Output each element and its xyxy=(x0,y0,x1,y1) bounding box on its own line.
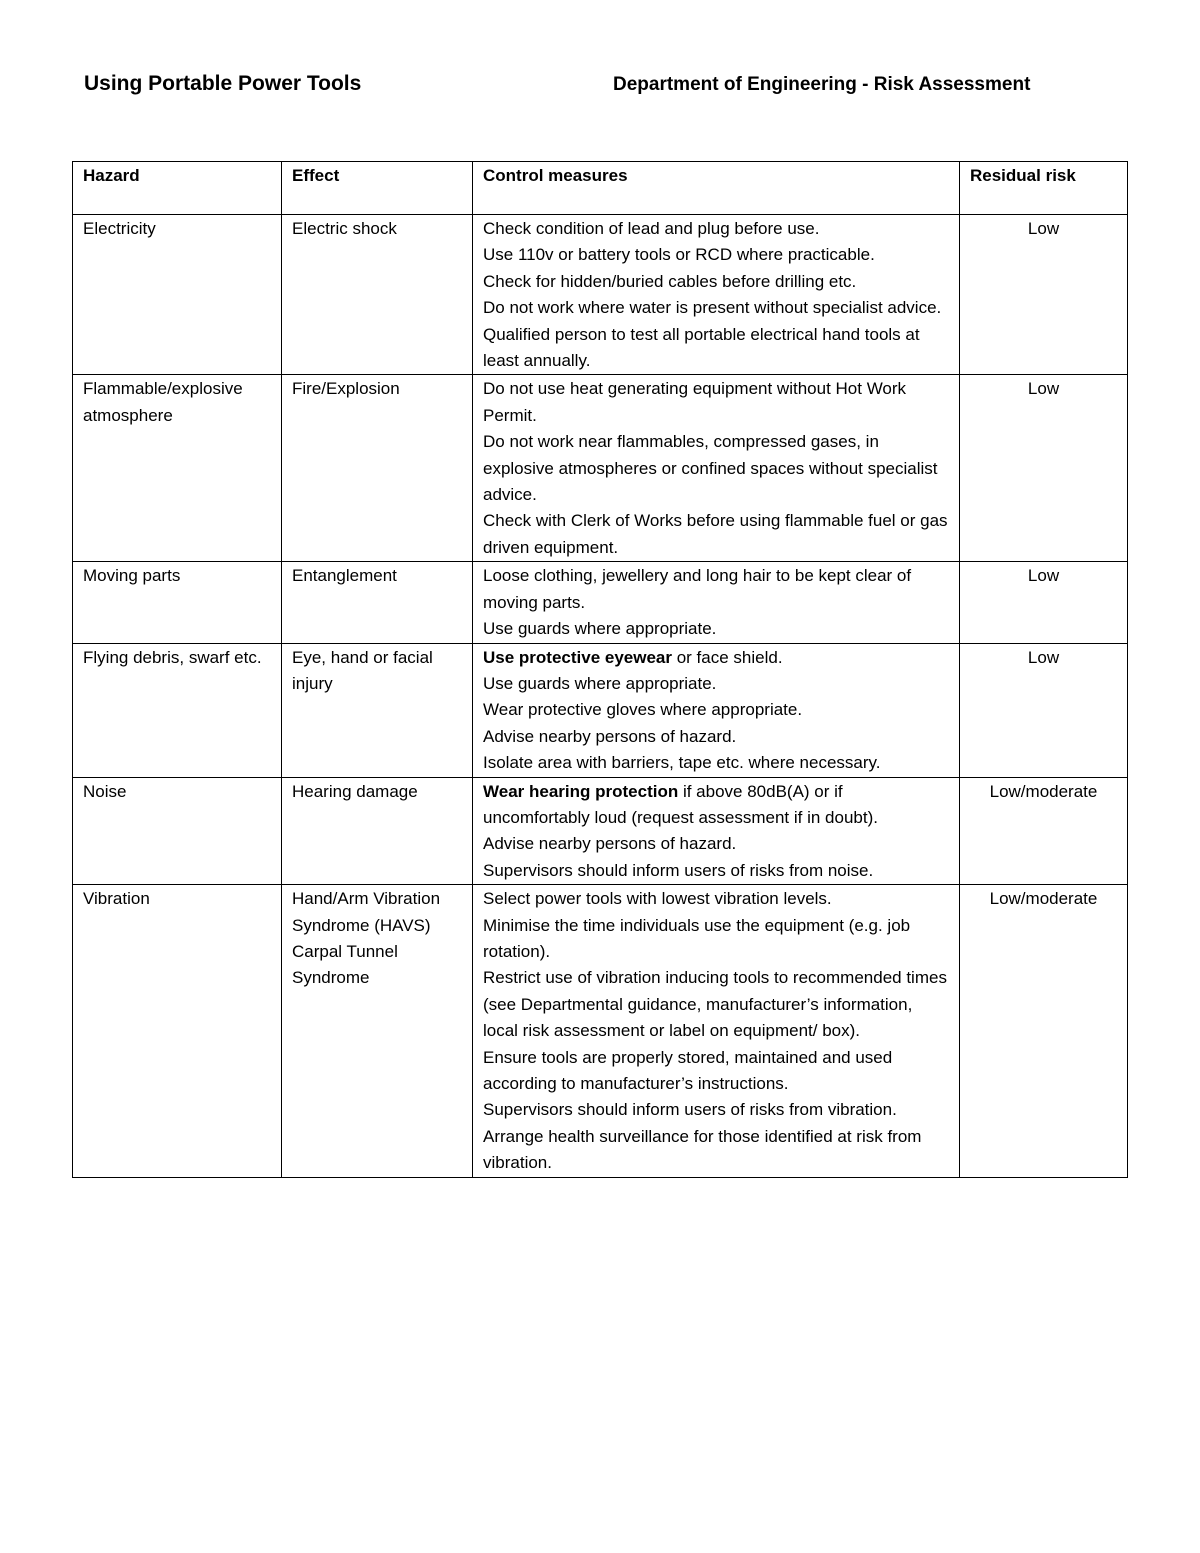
table-row xyxy=(73,643,1128,777)
control-measure xyxy=(483,750,949,776)
effect-text: Eye, hand or facial injury xyxy=(292,647,433,693)
table-header-row xyxy=(73,162,1128,215)
table-row xyxy=(73,375,1128,562)
effect-cell xyxy=(282,885,473,1177)
control-measure-text: Do not work where water is present without specialist advice. xyxy=(483,298,942,318)
table-row xyxy=(73,885,1128,1177)
control-measures-cell xyxy=(473,643,960,777)
control-measure xyxy=(483,671,949,697)
effect-text: Entanglement xyxy=(292,566,397,586)
hazard-cell xyxy=(73,375,282,562)
hazard-cell xyxy=(73,215,282,375)
control-measure xyxy=(483,724,949,750)
control-measure xyxy=(483,429,949,508)
hazard-cell xyxy=(73,885,282,1177)
control-measure xyxy=(483,831,949,857)
control-measure xyxy=(483,965,949,1044)
residual-risk-cell: Low xyxy=(960,215,1128,375)
hazard-cell xyxy=(73,777,282,885)
effect-text: Fire/Explosion xyxy=(292,379,400,399)
control-measure xyxy=(483,508,949,561)
control-measure xyxy=(483,295,949,321)
control-measures-cell xyxy=(473,777,960,885)
residual-risk-cell: Low xyxy=(960,643,1128,777)
effect-cell xyxy=(282,643,473,777)
hazard-text: Noise xyxy=(83,781,127,801)
residual-risk-cell: Low/moderate xyxy=(960,885,1128,1177)
effect-cell xyxy=(282,215,473,375)
hazard-cell xyxy=(73,562,282,643)
control-measure-text: Ensure tools are properly stored, maintained and used according to manufacturer’s instructions. xyxy=(483,1047,893,1093)
hazard-cell xyxy=(73,643,282,777)
table-row xyxy=(73,777,1128,885)
control-measure-text: Loose clothing, jewellery and long hair to be kept clear of moving parts. xyxy=(483,566,912,612)
control-measure-emphasis: Use protective eyewear xyxy=(483,647,672,667)
control-measures-cell xyxy=(473,885,960,1177)
table-row xyxy=(73,562,1128,643)
effect-cell xyxy=(282,375,473,562)
document-header xyxy=(84,72,1084,104)
control-measure xyxy=(483,645,949,671)
residual-risk-cell: Low xyxy=(960,375,1128,562)
control-measure-text: Check condition of lead and plug before use. xyxy=(483,219,820,238)
control-measure-text: Use guards where appropriate. xyxy=(483,673,717,693)
control-measure xyxy=(483,913,949,966)
effect-text: Electric shock xyxy=(292,219,397,238)
control-measures-cell xyxy=(473,562,960,643)
control-measure xyxy=(483,697,949,723)
control-measure-text: Supervisors should inform users of risks from vibration. xyxy=(483,1100,897,1120)
document-title: Using Portable Power Tools xyxy=(84,72,362,95)
effect-text: Carpal Tunnel Syndrome xyxy=(292,941,398,988)
control-measure xyxy=(483,1045,949,1098)
column-header-residual-risk: Residual risk xyxy=(960,162,1128,215)
control-measure-text: Use 110v or battery tools or RCD where practicable. xyxy=(483,245,875,265)
column-header-control-measures: Control measures xyxy=(473,162,960,215)
control-measure-text: Supervisors should inform users of risks from noise. xyxy=(483,860,874,880)
control-measure-text: Do not work near flammables, compressed gases, in explosive atmospheres or confined spaces without specialist advice. xyxy=(483,432,938,505)
residual-risk-cell: Low xyxy=(960,562,1128,643)
control-measure-text: Arrange health surveillance for those identified at risk from vibration. xyxy=(483,1126,922,1173)
control-measure xyxy=(483,216,949,242)
effect-cell xyxy=(282,777,473,885)
control-measures-cell xyxy=(473,215,960,375)
control-measure xyxy=(483,886,949,912)
table-row xyxy=(73,215,1128,375)
control-measure-text: or face shield. xyxy=(672,647,783,667)
table-body xyxy=(73,215,1128,1178)
column-header-hazard: Hazard xyxy=(73,162,282,215)
effect-text: Hearing damage xyxy=(292,781,418,801)
control-measure-text: Select power tools with lowest vibration levels. xyxy=(483,889,832,909)
control-measure-text: Advise nearby persons of hazard. xyxy=(483,834,737,854)
hazard-text: Moving parts xyxy=(83,566,181,586)
control-measure-text: Restrict use of vibration inducing tools to recommended times (see Departmental guidance, manufacturer’s information, local risk assessment or label on equipment/ box). xyxy=(483,968,947,1041)
control-measure xyxy=(483,322,949,375)
hazard-text: Electricity xyxy=(83,219,156,238)
control-measure-text: Advise nearby persons of hazard. xyxy=(483,726,737,746)
control-measure-text: if above 80dB(A) or if uncomfortably loud (request assessment if in doubt). xyxy=(483,781,878,827)
control-measure xyxy=(483,1097,949,1123)
control-measure-text: Wear protective gloves where appropriate. xyxy=(483,700,803,720)
risk-assessment-table xyxy=(72,161,1128,1178)
control-measures-cell xyxy=(473,375,960,562)
control-measure xyxy=(483,563,949,616)
department-heading: Department of Engineering - Risk Assessment xyxy=(613,74,1031,95)
hazard-text: Vibration xyxy=(83,889,150,909)
control-measure-text: Check with Clerk of Works before using flammable fuel or gas driven equipment. xyxy=(483,511,948,557)
control-measure-emphasis: Wear hearing protection xyxy=(483,781,679,801)
control-measure xyxy=(483,242,949,268)
control-measure xyxy=(483,376,949,429)
control-measure-text: Isolate area with barriers, tape etc. where necessary. xyxy=(483,753,881,773)
control-measure-text: Use guards where appropriate. xyxy=(483,619,717,639)
control-measure-text: Check for hidden/buried cables before drilling etc. xyxy=(483,271,857,291)
hazard-text: Flammable/explosive atmosphere xyxy=(83,379,243,425)
control-measure xyxy=(483,858,949,884)
residual-risk-cell: Low/moderate xyxy=(960,777,1128,885)
control-measure xyxy=(483,269,949,295)
column-header-effect: Effect xyxy=(282,162,473,215)
control-measure-text: Minimise the time individuals use the equipment (e.g. job rotation). xyxy=(483,915,911,961)
control-measure xyxy=(483,779,949,832)
control-measure xyxy=(483,1124,949,1177)
hazard-text: Flying debris, swarf etc. xyxy=(83,647,262,667)
control-measure-text: Do not use heat generating equipment without Hot Work Permit. xyxy=(483,379,907,425)
effect-cell xyxy=(282,562,473,643)
control-measure-text: Qualified person to test all portable electrical hand tools at least annually. xyxy=(483,324,920,371)
effect-text: Hand/Arm Vibration Syndrome (HAVS) xyxy=(292,889,441,935)
control-measure xyxy=(483,616,949,642)
